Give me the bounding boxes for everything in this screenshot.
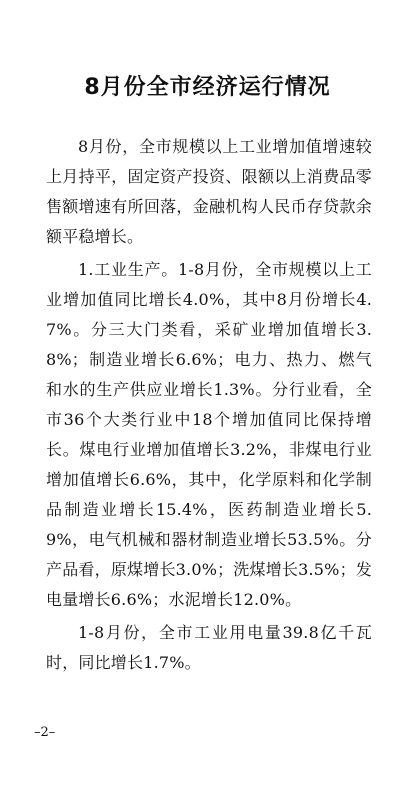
page-title: 8月份全市经济运行情况 xyxy=(84,75,331,100)
paragraph-electricity-usage: 1-8月份，全市工业用电量39.8亿千瓦时，同比增长1.7%。 xyxy=(46,623,372,672)
paragraph-summary: 8月份，全市规模以上工业增加值增速较上月持平，固定资产投资、限额以上消费品零售额增速有所回落，金融机构人民币存贷款余额平稳增长。 xyxy=(46,137,372,246)
paragraph-industrial-production: 1.工业生产。1-8月份，全市规模以上工业增加值同比增长4.0%，其中8月份增长4.7%。分三大门类看，采矿业增加值增长3.8%；制造业增长6.6%；电力、热力、燃气和水的生产供应业增长1.3%。分行业看，全市36个大类行业中18个增加值同比保持增长。煤电行业增加值增长3.2%，非煤电行业增加值增长6.6%，其中，化学原料和化学制品制造业增长15.4%，医药制造业增长5.9%，电气机械和器材制造业增长53.5%。分产品看，原煤增长3.0%；洗煤增长3.5%；发电量增长6.6%；水泥增长12.0%。 xyxy=(46,260,372,609)
document-body xyxy=(46,132,372,678)
page-number: –2– xyxy=(34,725,56,740)
